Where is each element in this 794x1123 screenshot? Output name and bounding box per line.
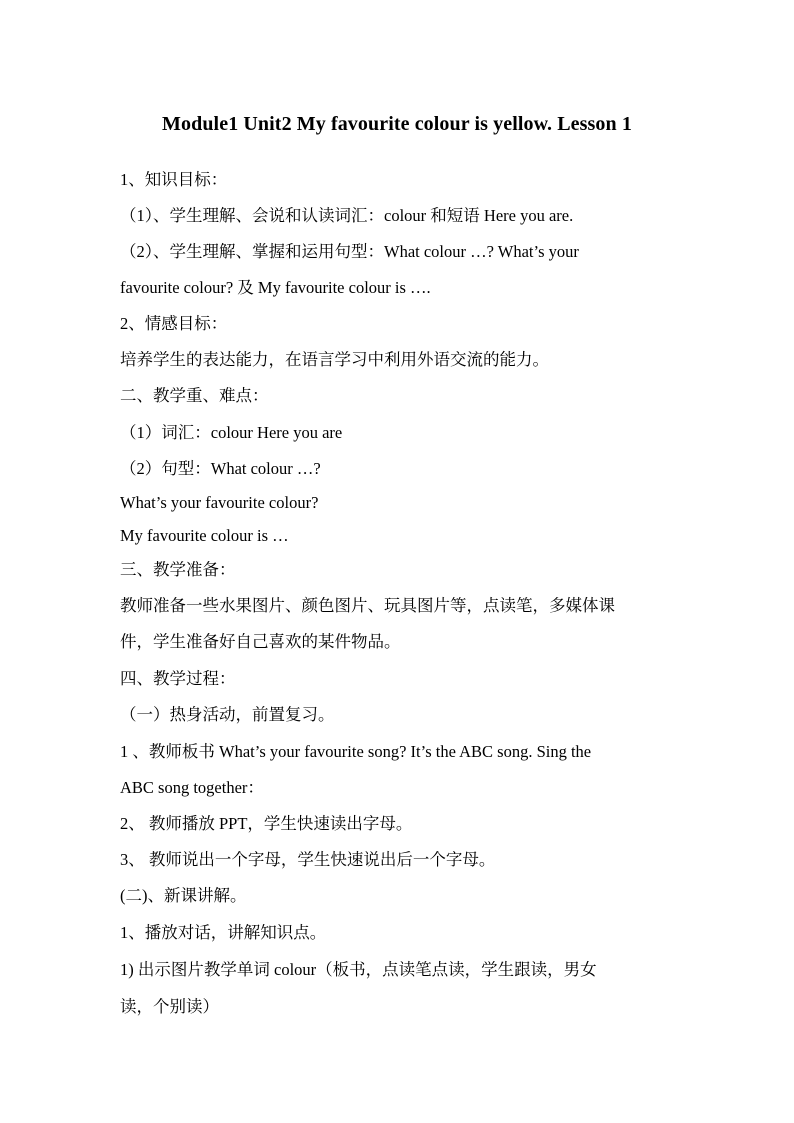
warmup-step-1: 1 、教师板书 What’s your favourite song? It’s the ABC song. Sing the <box>120 742 592 761</box>
new-lesson-substep-1: 1) 出示图片教学单词 colour（板书，点读笔点读，学生跟读，男女 <box>120 960 597 979</box>
goal-item-1: （1）、学生理解、会说和认读词汇：colour 和短语 Here you are. <box>120 206 574 225</box>
new-lesson-step-1: 1、播放对话，讲解知识点。 <box>120 923 327 942</box>
emotional-goal-text: 培养学生的表达能力，在语言学习中利用外语交流的能力。 <box>120 350 549 369</box>
new-lesson-substep-1-continued: 读，个别读） <box>120 997 219 1016</box>
section-knowledge-goals: 1、知识目标： <box>120 170 228 189</box>
key-point-sentences: （2）句型：What colour …? <box>120 459 321 478</box>
sentence-pattern-2: My favourite colour is … <box>120 526 289 545</box>
section-key-points: 二、教学重、难点： <box>120 386 269 405</box>
section-preparation: 三、教学准备： <box>120 560 236 579</box>
preparation-text: 教师准备一些水果图片、颜色图片、玩具图片等，点读笔，多媒体课 <box>120 596 615 615</box>
process-warmup-heading: （一）热身活动，前置复习。 <box>120 705 335 724</box>
warmup-step-1-continued: ABC song together： <box>120 778 264 797</box>
section-process: 四、教学过程： <box>120 669 236 688</box>
section-emotional-goals: 2、情感目标： <box>120 314 228 333</box>
goal-item-2: （2）、学生理解、掌握和运用句型：What colour …? What’s your <box>120 242 579 261</box>
sentence-pattern-1: What’s your favourite colour? <box>120 493 319 512</box>
preparation-text-continued: 件，学生准备好自己喜欢的某件物品。 <box>120 632 401 651</box>
warmup-step-2: 2、 教师播放 PPT，学生快速读出字母。 <box>120 814 413 833</box>
document-title: Module1 Unit2 My favourite colour is yellow. Lesson 1 <box>162 113 632 135</box>
process-new-lesson-heading: (二)、新课讲解。 <box>120 886 247 905</box>
warmup-step-3: 3、 教师说出一个字母，学生快速说出后一个字母。 <box>120 850 496 869</box>
key-point-vocabulary: （1）词汇：colour Here you are <box>120 423 343 442</box>
goal-item-2-continued: favourite colour? 及 My favourite colour is …. <box>120 278 431 297</box>
